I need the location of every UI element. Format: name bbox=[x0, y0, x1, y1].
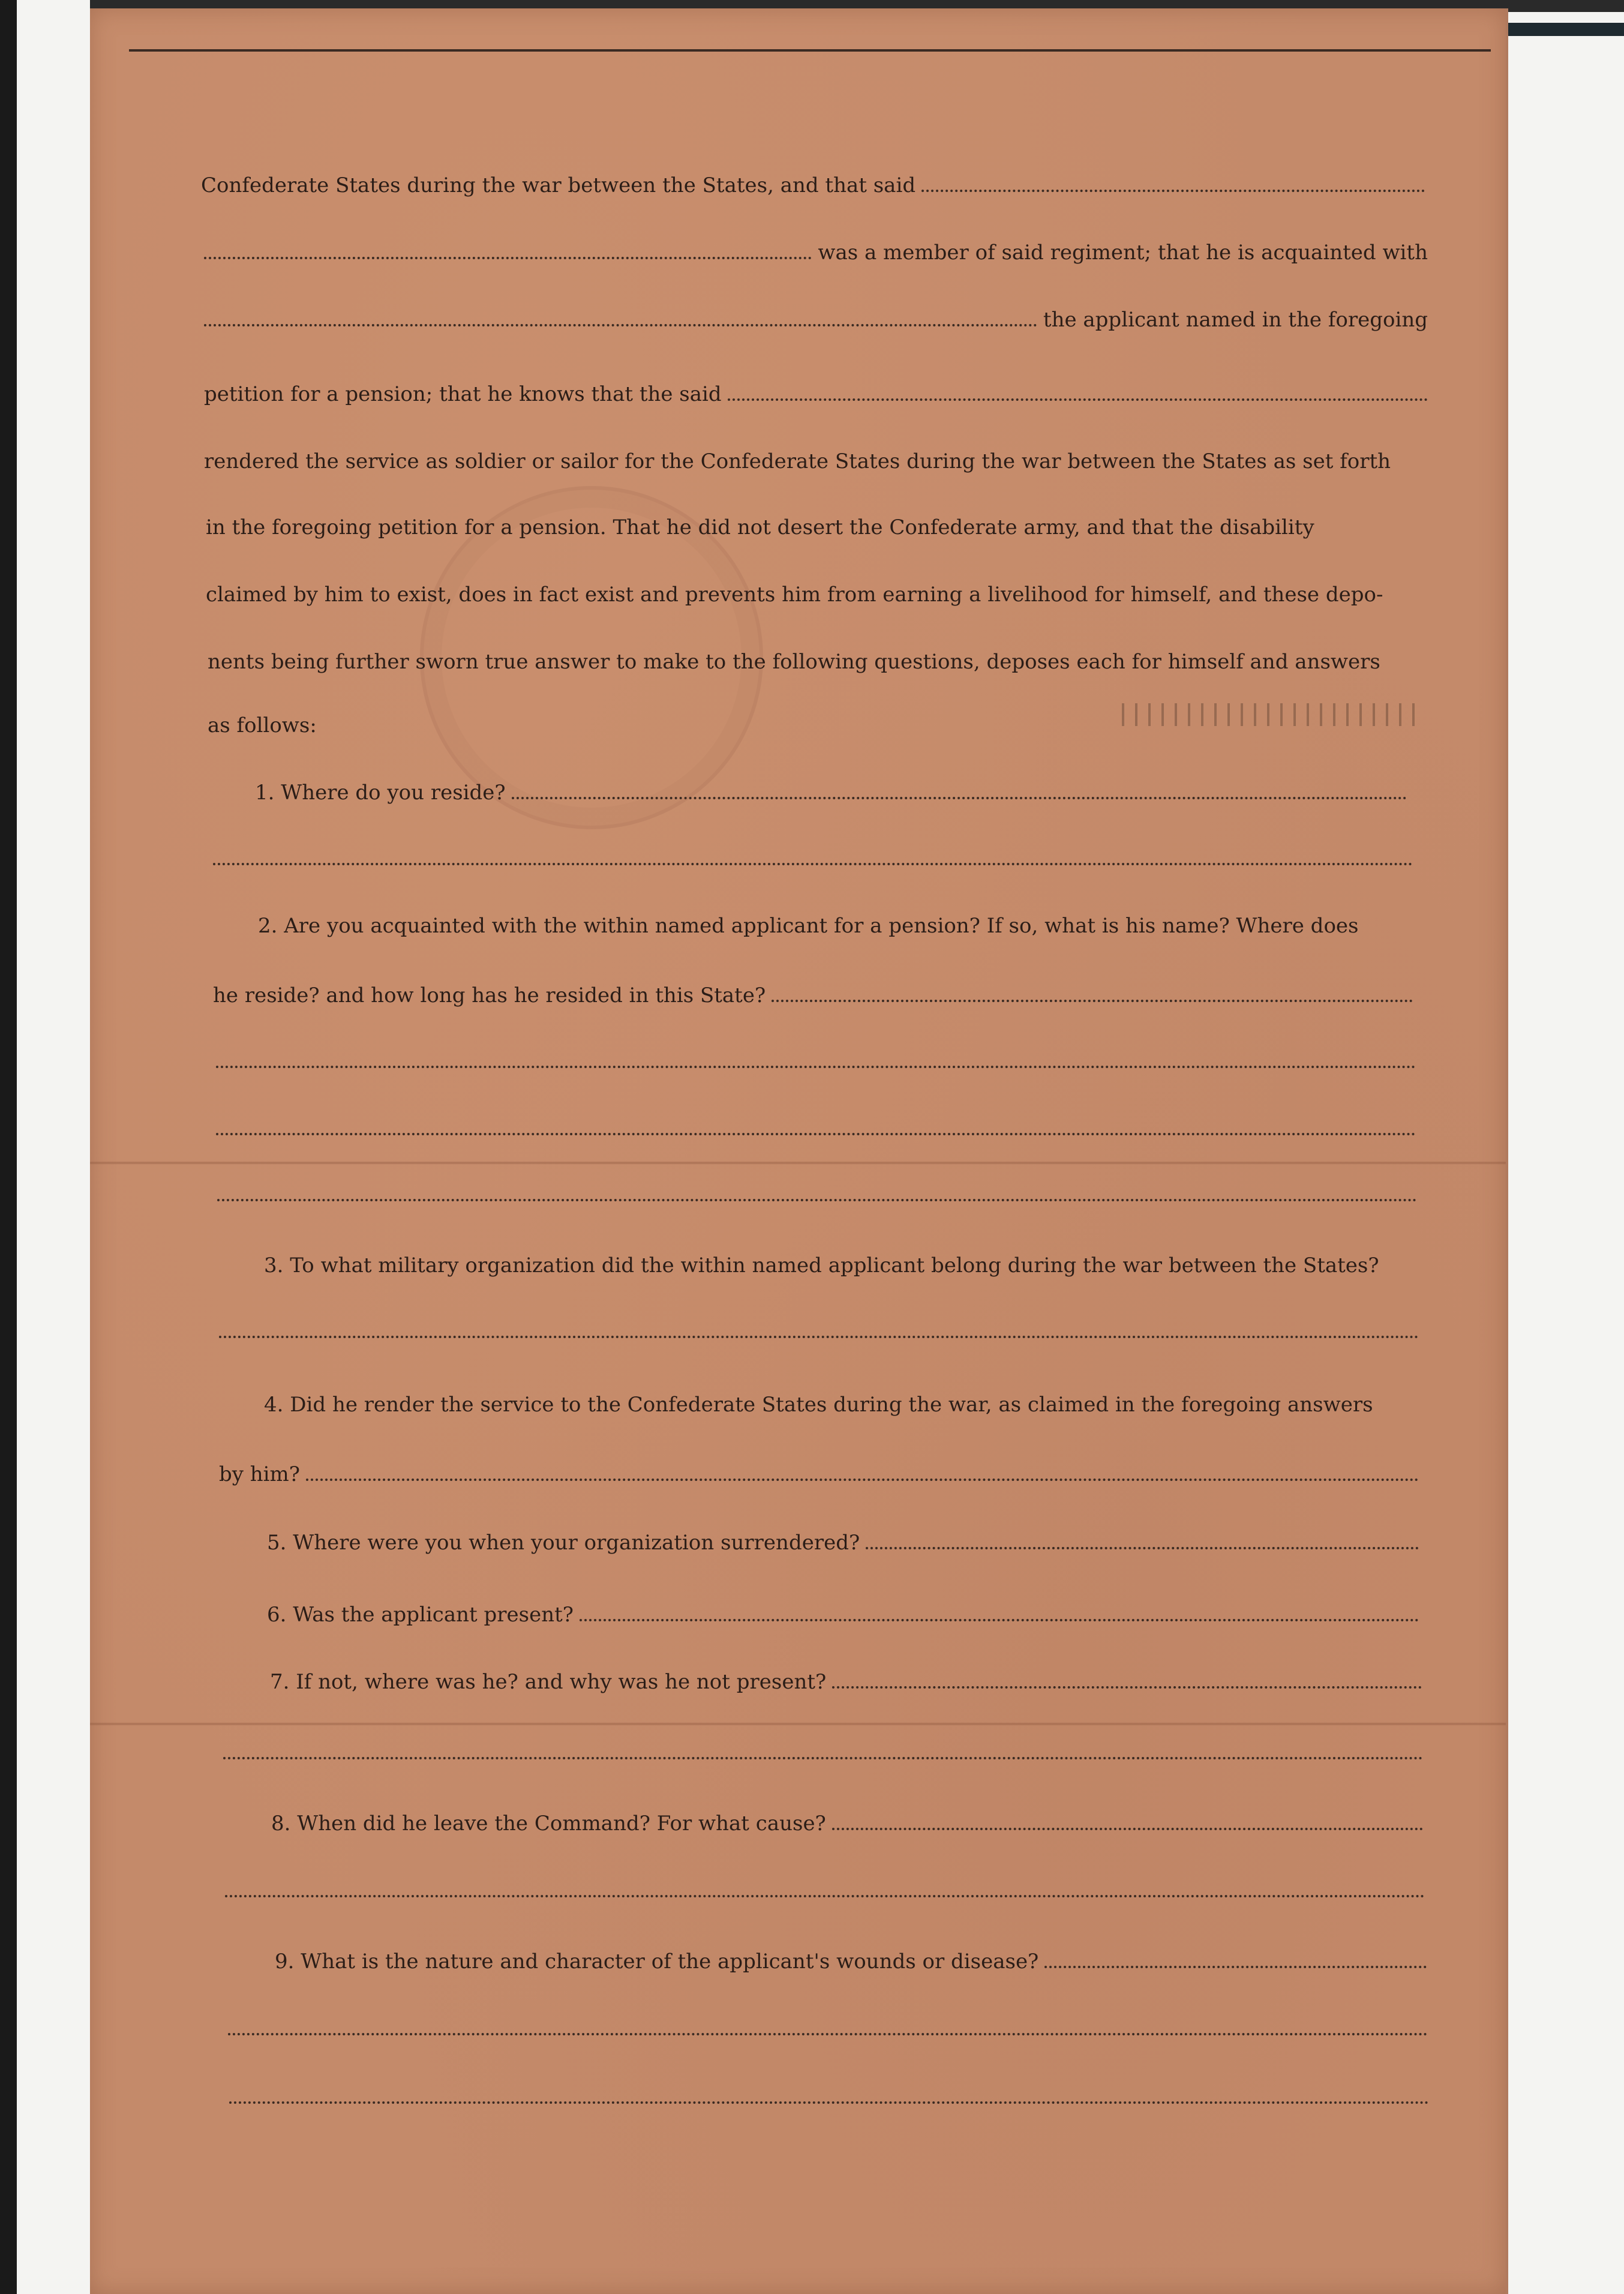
answer-line bbox=[216, 1049, 1416, 1068]
answer-field[interactable] bbox=[216, 1049, 1416, 1068]
answer-field[interactable] bbox=[213, 846, 1413, 865]
answer-line bbox=[229, 2085, 1429, 2104]
affidavit-text: Confederate States during the war between the States, and that said bbox=[201, 173, 916, 197]
question-text: 2. Are you acquainted with the within named applicant for a pension? If so, what is his name? Where does bbox=[258, 914, 1359, 938]
answer-line bbox=[217, 1182, 1417, 1201]
question-text: by him? bbox=[219, 1462, 301, 1486]
question-4 bbox=[264, 1391, 1416, 1419]
fold-crease bbox=[90, 1161, 1506, 1165]
question-7 bbox=[270, 1668, 1422, 1696]
affidavit-line-1 bbox=[201, 172, 1425, 199]
affidavit-line-7 bbox=[206, 581, 1430, 608]
answer-line bbox=[213, 846, 1413, 865]
question-text: 5. Where were you when your organization surrendered? bbox=[267, 1531, 860, 1555]
question-6 bbox=[267, 1601, 1419, 1629]
affidavit-text: in the foregoing petition for a pension. That he did not desert the Confederate army, and that the disability bbox=[206, 515, 1314, 539]
top-rule bbox=[129, 49, 1491, 52]
question-5 bbox=[267, 1529, 1419, 1557]
affidavit-line-6 bbox=[206, 514, 1430, 541]
answer-field[interactable] bbox=[225, 1878, 1425, 1897]
answer-field[interactable] bbox=[306, 1462, 1419, 1481]
affidavit-line-9 bbox=[208, 712, 1431, 739]
affidavit-text: the applicant named in the foregoing bbox=[1043, 308, 1428, 332]
blank-field[interactable] bbox=[921, 173, 1425, 192]
question-4-cont bbox=[219, 1461, 1419, 1488]
affidavit-text: was a member of said regiment; that he is acquainted with bbox=[818, 241, 1428, 265]
answer-line bbox=[225, 1878, 1425, 1897]
question-text: 3. To what military organization did the within named applicant belong during the war between the States? bbox=[264, 1254, 1379, 1278]
affidavit-line-4 bbox=[204, 380, 1428, 408]
question-text: 9. What is the nature and character of the applicant's wounds or disease? bbox=[275, 1950, 1039, 1974]
affidavit-text: nents being further sworn true answer to make to the following questions, deposes each for himself and answers bbox=[208, 650, 1380, 674]
answer-field[interactable] bbox=[866, 1530, 1419, 1549]
blank-field[interactable] bbox=[204, 307, 1037, 326]
question-text: 7. If not, where was he? and why was he not present? bbox=[270, 1670, 827, 1694]
answer-field[interactable] bbox=[228, 2016, 1428, 2035]
answer-field[interactable] bbox=[580, 1602, 1419, 1621]
affidavit-text: petition for a pension; that he knows that the said bbox=[204, 382, 722, 406]
question-1 bbox=[255, 779, 1407, 806]
blank-field[interactable] bbox=[728, 382, 1428, 401]
answer-field[interactable] bbox=[229, 2085, 1429, 2104]
answer-field[interactable] bbox=[219, 1319, 1419, 1338]
affidavit-text: rendered the service as soldier or sailor for the Confederate States during the war between the States as set forth bbox=[204, 449, 1391, 473]
affidavit-text: as follows: bbox=[208, 713, 317, 737]
question-text: 8. When did he leave the Command? For what cause? bbox=[271, 1812, 826, 1836]
answer-field[interactable] bbox=[832, 1811, 1423, 1830]
scan-right-edge bbox=[1494, 23, 1624, 36]
answer-field[interactable] bbox=[512, 780, 1407, 799]
scan-left-edge bbox=[0, 0, 17, 2294]
affidavit-line-8 bbox=[208, 648, 1431, 676]
answer-line bbox=[223, 1740, 1423, 1759]
blank-field[interactable] bbox=[204, 240, 812, 259]
affidavit-line-3 bbox=[204, 306, 1428, 334]
answer-field[interactable] bbox=[217, 1182, 1417, 1201]
answer-line bbox=[216, 1116, 1416, 1135]
question-text: he reside? and how long has he resided in this State? bbox=[213, 983, 766, 1007]
question-2 bbox=[258, 912, 1410, 940]
question-9 bbox=[275, 1948, 1427, 1975]
affidavit-line-2 bbox=[204, 239, 1428, 266]
answer-field[interactable] bbox=[223, 1740, 1423, 1759]
question-2-cont bbox=[213, 982, 1413, 1009]
fold-crease bbox=[90, 1722, 1506, 1726]
question-text: 6. Was the applicant present? bbox=[267, 1603, 574, 1627]
answer-field[interactable] bbox=[832, 1669, 1422, 1689]
question-text: 1. Where do you reside? bbox=[255, 781, 506, 805]
question-text: 4. Did he render the service to the Confederate States during the war, as claimed in the foregoing answers bbox=[264, 1393, 1373, 1417]
affidavit-line-5 bbox=[204, 448, 1428, 475]
answer-field[interactable] bbox=[1044, 1949, 1427, 1968]
question-8 bbox=[271, 1810, 1423, 1837]
answer-field[interactable] bbox=[216, 1116, 1416, 1135]
affidavit-text: claimed by him to exist, does in fact exist and prevents him from earning a livelihood for himself, and these depo- bbox=[206, 583, 1383, 607]
answer-field[interactable] bbox=[772, 983, 1413, 1002]
answer-line bbox=[228, 2016, 1428, 2035]
answer-line bbox=[219, 1319, 1419, 1338]
question-3 bbox=[264, 1252, 1416, 1279]
